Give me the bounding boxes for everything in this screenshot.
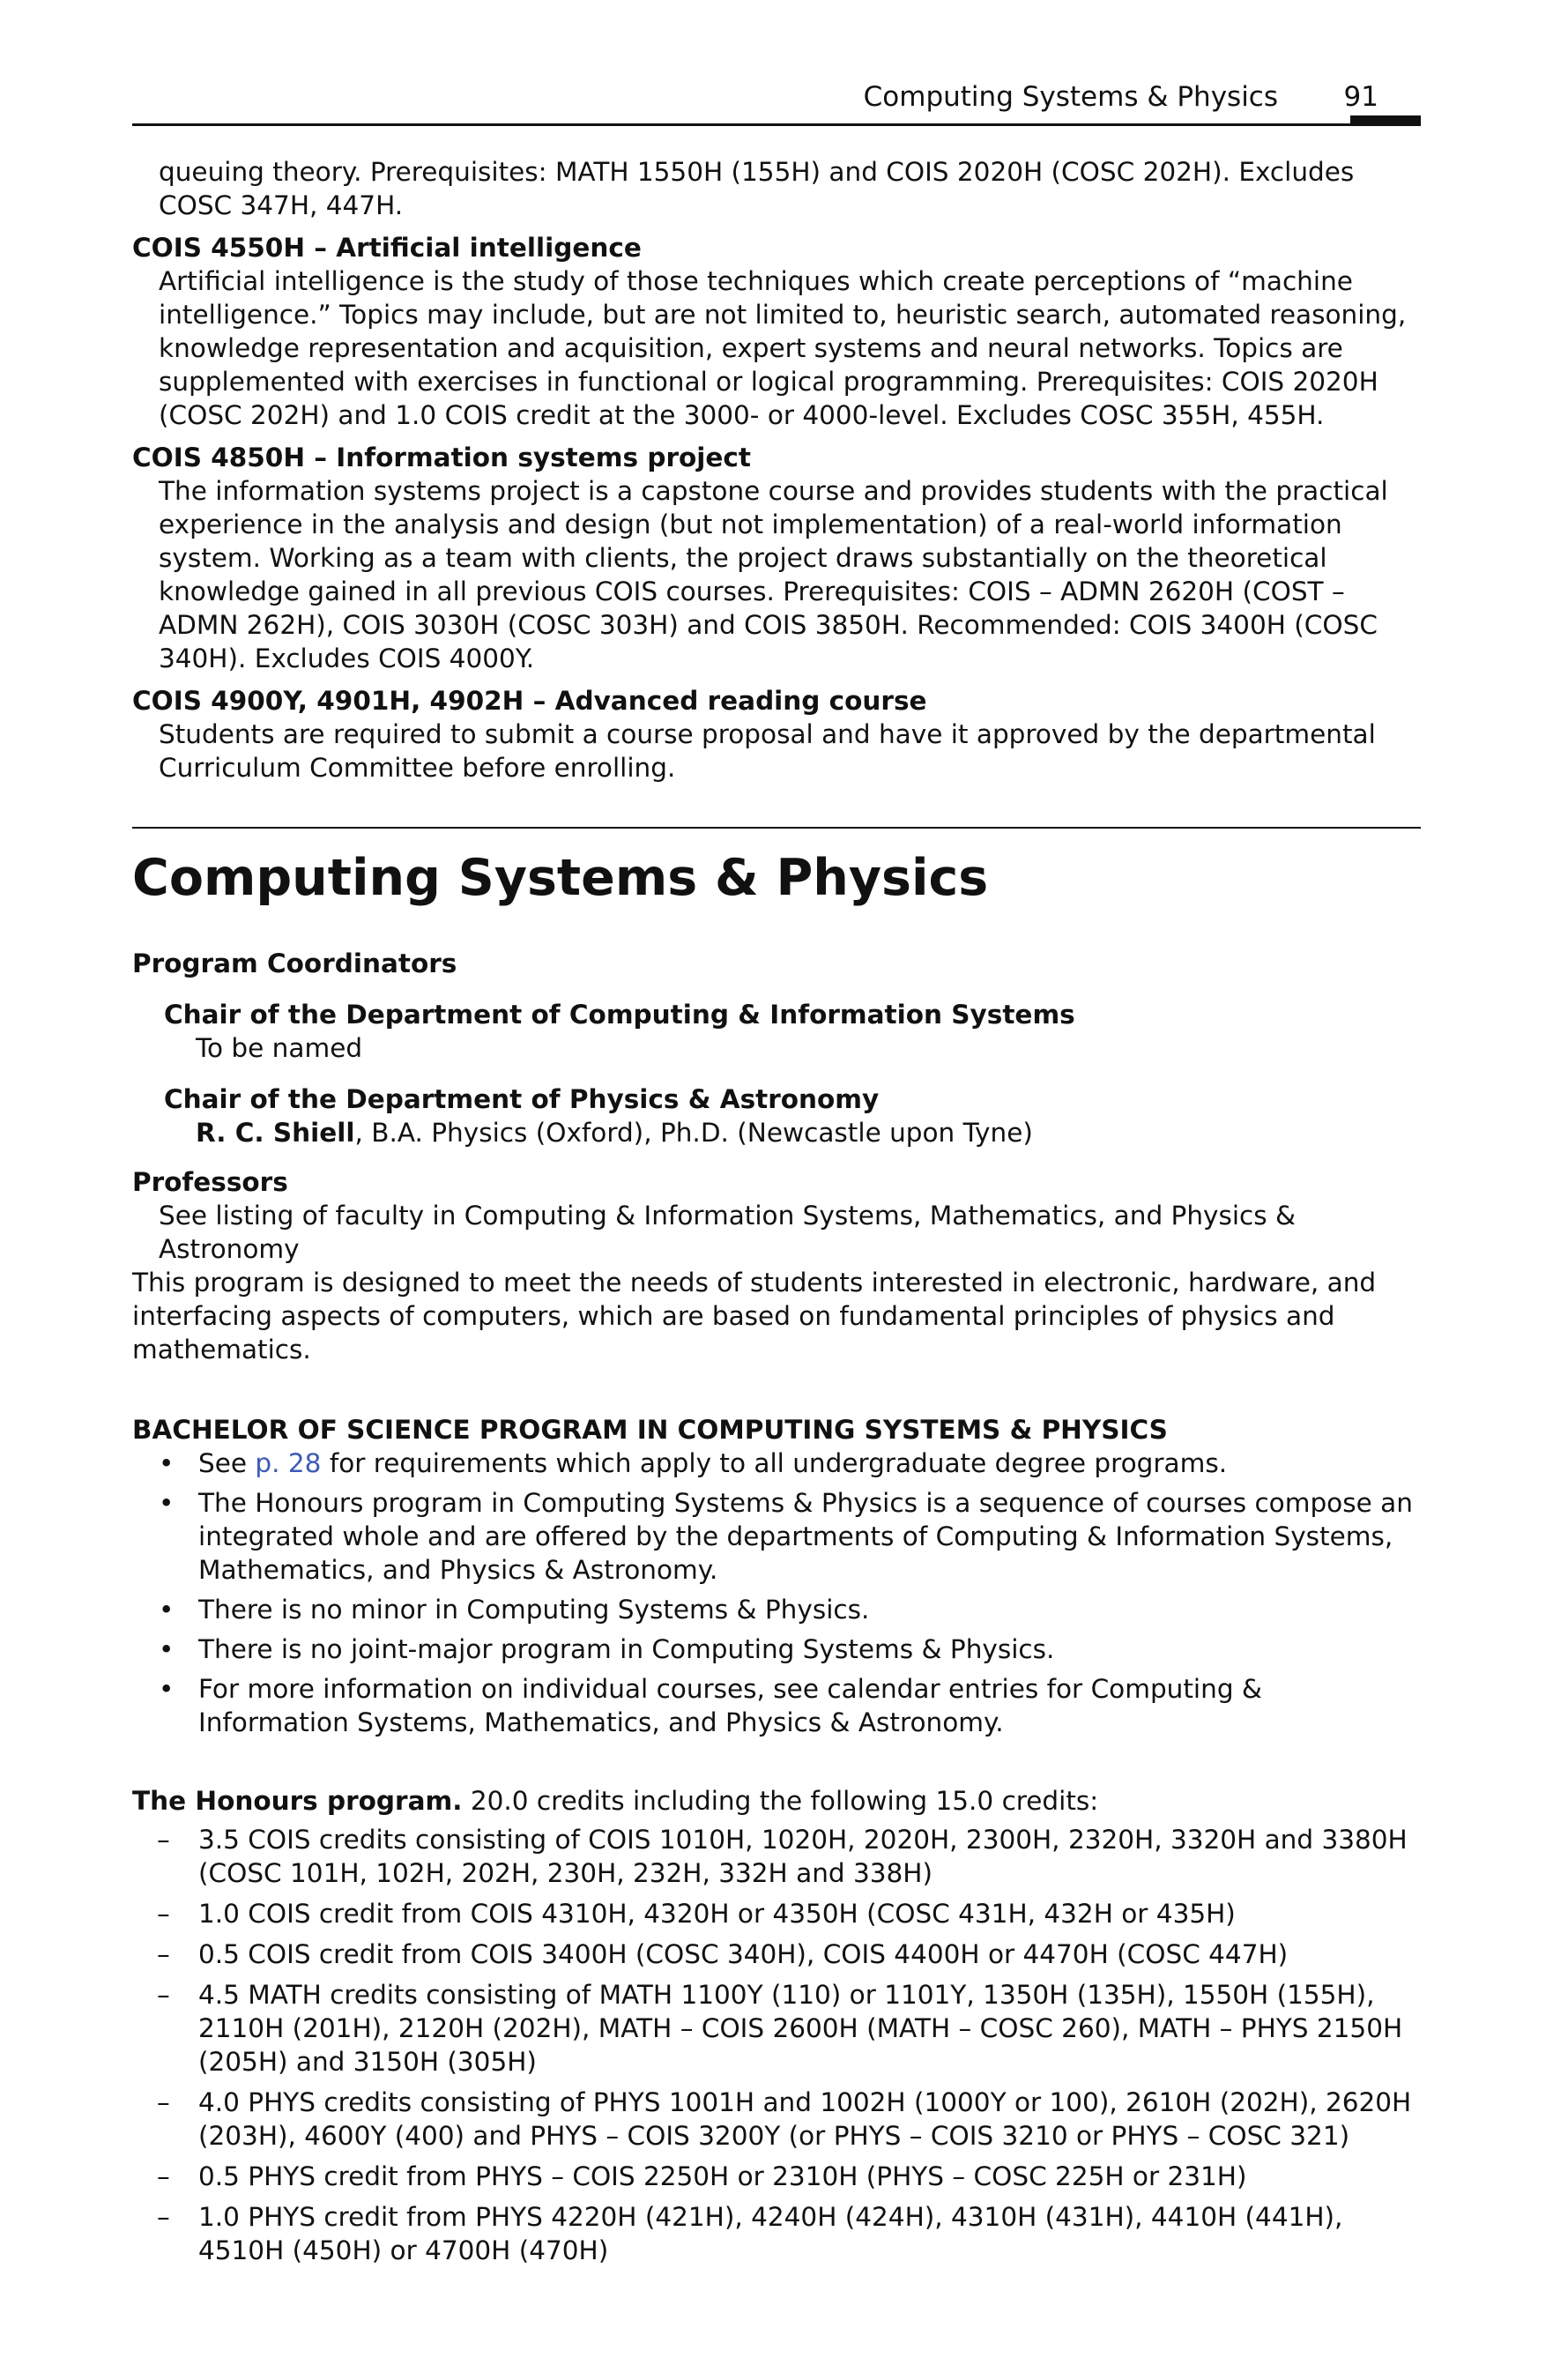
bullet-marker: • <box>159 1674 175 1704</box>
course-desc-4900: Students are required to submit a course proposal and have it approved by the departmental Curriculum Committee before enrolling. <box>159 719 1376 783</box>
dash-marker: – <box>157 1825 170 1855</box>
dash-marker: – <box>157 2161 170 2191</box>
dash-marker: – <box>157 2202 170 2232</box>
requirement-text: 4.0 PHYS credits consisting of PHYS 1001H and 1002H (1000Y or 100), 2610H (202H), 2620H (203H), 4600Y (400) and PHYS – COIS 3200Y (or PHYS – COIS 3210 or PHYS – COSC 321) <box>198 2087 1412 2151</box>
section-title: Computing Systems & Physics <box>132 849 989 907</box>
bsc-block <box>132 1413 1421 1745</box>
list-item <box>132 1823 1421 1890</box>
list-item <box>132 2160 1421 2193</box>
requirement-text: 0.5 PHYS credit from PHYS – COIS 2250H or 2310H (PHYS – COSC 225H or 231H) <box>198 2161 1247 2191</box>
list-item <box>132 1593 1421 1626</box>
list-item <box>132 1486 1421 1587</box>
coordinator-name-cois: To be named <box>196 1033 363 1063</box>
page-number: 91 <box>1343 81 1378 113</box>
list-item <box>132 2200 1421 2267</box>
list-item <box>132 1633 1421 1666</box>
bullet-post: for requirements which apply to all undergraduate degree programs. <box>321 1448 1228 1478</box>
course-title-4850: COIS 4850H – Information systems project <box>132 443 751 472</box>
bsc-bullet-list <box>132 1447 1421 1739</box>
course-title-4550: COIS 4550H – Artificial intelligence <box>132 233 642 263</box>
coordinator-credentials-physics: , B.A. Physics (Oxford), Ph.D. (Newcastle upon Tyne) <box>354 1118 1033 1148</box>
list-item <box>132 2086 1421 2153</box>
coordinator-name-physics: R. C. Shiell <box>196 1118 355 1148</box>
coordinators-heading: Program Coordinators <box>132 948 457 978</box>
requirement-text: 3.5 COIS credits consisting of COIS 1010H, 1020H, 2020H, 2300H, 2320H, 3320H and 3380H (COSC 101H, 102H, 202H, 230H, 232H, 332H and 338H) <box>198 1825 1408 1888</box>
honours-text: 20.0 credits including the following 15.0 credits: <box>462 1786 1099 1816</box>
course-listings <box>132 155 1421 785</box>
bullet-text: There is no minor in Computing Systems & Physics. <box>198 1595 870 1625</box>
bullet-marker: • <box>159 1595 175 1625</box>
list-item <box>132 1978 1421 2079</box>
continuation-text: queuing theory. Prerequisites: MATH 1550H (155H) and COIS 2020H (COSC 202H). Excludes COSC 347H, 447H. <box>159 157 1355 220</box>
course-desc-4550: Artificial intelligence is the study of those techniques which create perceptions of “machine intelligence.” Topics may include, but are not limited to, heuristic search, automated reasoning, knowledge representation and acquisition, expert systems and neural networks. Topics are supplemented with exercises in functional or logical programming. Prerequisites: COIS 2020H (COSC 202H) and 1.0 COIS credit at the 3000- or 4000-level. Excludes COSC 355H, 455H. <box>159 266 1407 430</box>
program-intro: This program is designed to meet the needs of students interested in electronic, hardware, and interfacing aspects of computers, which are based on fundamental principles of physics and mathematics. <box>132 1268 1377 1365</box>
bullet-marker: • <box>159 1448 175 1478</box>
requirement-text: 4.5 MATH credits consisting of MATH 1100Y (110) or 1101Y, 1350H (135H), 1550H (155H), 2110H (201H), 2120H (202H), MATH – COIS 2600H (MATH – COSC 260), MATH – PHYS 2150H (205H) and 3150H (305H) <box>198 1980 1403 2077</box>
requirement-text: 0.5 COIS credit from COIS 3400H (COSC 340H), COIS 4400H or 4470H (COSC 447H) <box>198 1939 1289 1969</box>
professors-heading: Professors <box>132 1167 288 1197</box>
list-item <box>132 1672 1421 1739</box>
list-item <box>132 1447 1421 1480</box>
coordinator-role-physics: Chair of the Department of Physics & Astronomy <box>164 1084 880 1114</box>
requirement-text: 1.0 PHYS credit from PHYS 4220H (421H), 4240H (424H), 4310H (431H), 4410H (441H), 4510H (450H) or 4700H (470H) <box>198 2202 1343 2265</box>
bullet-text: For more information on individual courses, see calendar entries for Computing & Information Systems, Mathematics, and Physics & Astronomy. <box>198 1674 1262 1737</box>
bsc-heading: BACHELOR OF SCIENCE PROGRAM IN COMPUTING SYSTEMS & PHYSICS <box>132 1415 1168 1445</box>
bullet-text: There is no joint-major program in Computing Systems & Physics. <box>198 1634 1055 1664</box>
dash-marker: – <box>157 1899 170 1929</box>
dash-marker: – <box>157 1980 170 2010</box>
course-desc-4850: The information systems project is a capstone course and provides students with the practical experience in the analysis and design (but not implementation) of a real-world information system. Working as a team with clients, the project draws substantially on the theoretical knowledge gained in all previous COIS courses. Prerequisites: COIS – ADMN 2620H (COST – ADMN 262H), COIS 3030H (COSC 303H) and COIS 3850H. Recommended: COIS 3400H (COSC 340H). Excludes COIS 4000Y. <box>159 476 1388 673</box>
honours-label: The Honours program. <box>132 1786 463 1816</box>
course-title-4900: COIS 4900Y, 4901H, 4902H – Advanced reading course <box>132 686 927 716</box>
list-item <box>132 1937 1421 1971</box>
professors-text: See listing of faculty in Computing & Information Systems, Mathematics, and Physics & Astronomy <box>159 1201 1297 1264</box>
coordinator-role-cois: Chair of the Department of Computing & Information Systems <box>164 1000 1075 1030</box>
bullet-marker: • <box>159 1634 175 1664</box>
section-divider <box>132 827 1421 829</box>
dash-marker: – <box>157 1939 170 1969</box>
coordinators-block <box>132 947 1421 1266</box>
bullet-marker: • <box>159 1488 175 1518</box>
running-header-title: Computing Systems & Physics <box>863 81 1278 113</box>
page-link[interactable]: p. 28 <box>255 1448 322 1478</box>
requirement-text: 1.0 COIS credit from COIS 4310H, 4320H or 4350H (COSC 431H, 432H or 435H) <box>198 1899 1236 1929</box>
honours-block <box>132 1784 1421 2274</box>
list-item <box>132 1897 1421 1930</box>
header-tab-mark <box>1350 115 1421 126</box>
honours-intro <box>132 1784 1421 1818</box>
running-header <box>132 78 1421 126</box>
bullet-text: The Honours program in Computing Systems & Physics is a sequence of courses compose an integrated whole and are offered by the departments of Computing & Information Systems, Mathematics, and Physics & Astronomy. <box>198 1488 1413 1585</box>
dash-marker: – <box>157 2087 170 2117</box>
bullet-pre: See <box>198 1448 256 1478</box>
requirements-list <box>132 1823 1421 2267</box>
coordinator-physics-line <box>132 1116 1421 1149</box>
